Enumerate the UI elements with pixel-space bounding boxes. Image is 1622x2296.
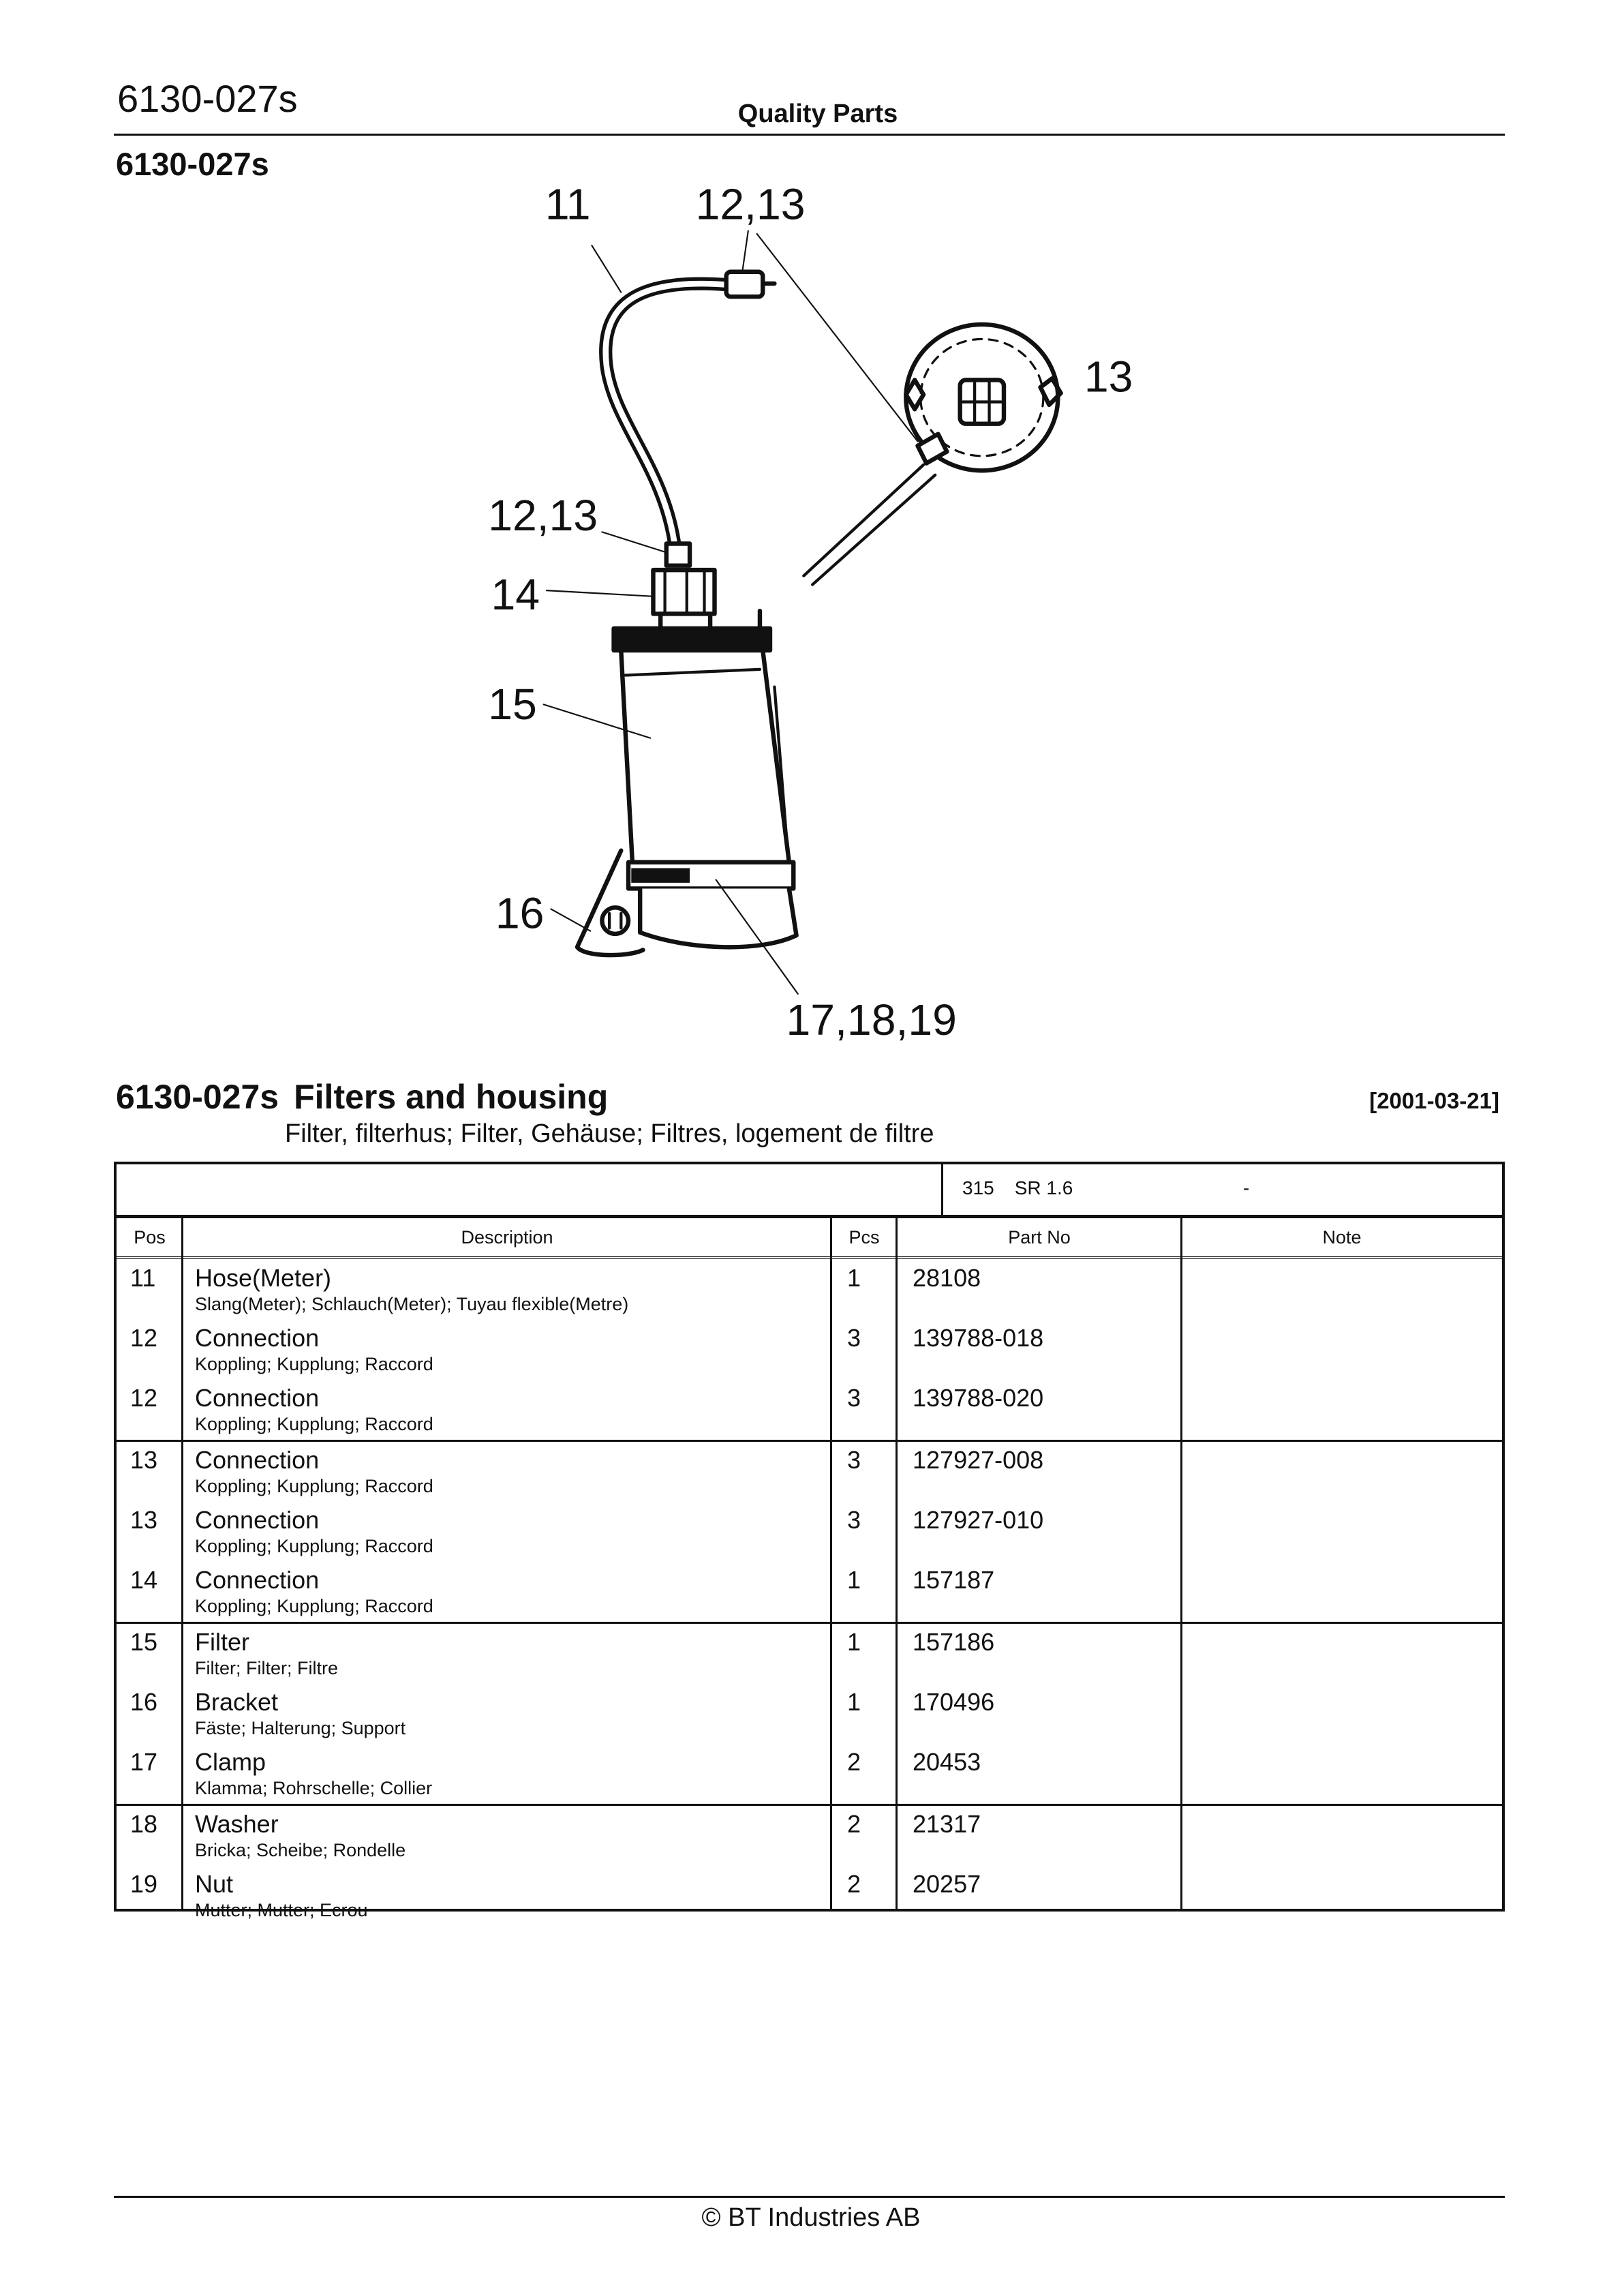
translation-cell: Koppling; Kupplung; Raccord [195,1536,433,1556]
col-description: Description [461,1227,553,1248]
table-row [117,1380,1502,1440]
description-cell: Washer [195,1810,279,1838]
quantity-cell: 3 [847,1446,861,1474]
part-number-cell: 127927-010 [913,1506,1044,1534]
description-cell: Bracket [195,1688,279,1716]
part-number-cell: 157187 [913,1566,995,1594]
quantity-cell: 1 [847,1264,861,1292]
model-cell [941,1164,1508,1215]
quantity-cell: 1 [847,1566,861,1594]
description-cell: Connection [195,1384,320,1412]
position-cell: 12 [130,1324,158,1352]
parts-table [114,1162,1505,1920]
callout-16: 16 [495,888,545,938]
description-cell: Connection [195,1446,320,1474]
table-row [117,1562,1502,1622]
model-range: - [1243,1177,1250,1198]
row-group [117,1442,1502,1624]
callout-13: 13 [1084,352,1133,402]
description-cell: Connection [195,1506,320,1534]
translation-cell: Koppling; Kupplung; Raccord [195,1414,433,1434]
callout-17-18-19: 17,18,19 [786,995,957,1044]
part-number-cell: 139788-020 [913,1384,1044,1412]
translation-cell: Klamma; Rohrschelle; Collier [195,1778,433,1798]
quantity-cell: 3 [847,1506,861,1534]
part-number-cell: 20453 [913,1748,981,1776]
translation-cell: Fäste; Halterung; Support [195,1718,406,1738]
row-group [117,1806,1502,1926]
row-group [117,1260,1502,1442]
callout-12-13-top: 12,13 [695,179,806,229]
callout-14: 14 [491,569,540,619]
table-row [117,1684,1502,1744]
brand-heading: Quality Parts [737,100,898,128]
position-cell: 14 [130,1566,158,1594]
table-row [117,1320,1502,1380]
section-code: 6130-027s [116,1078,279,1116]
quantity-cell: 1 [847,1628,861,1656]
table-row [117,1442,1502,1502]
translation-cell: Koppling; Kupplung; Raccord [195,1354,433,1374]
table-row [117,1260,1502,1320]
callout-12-13-lower: 12,13 [488,491,598,541]
section-name: Filters and housing [294,1078,609,1116]
description-cell: Hose(Meter) [195,1264,332,1292]
column-headers [117,1218,1502,1259]
gauge-drawing [804,324,1060,585]
part-number-cell: 20257 [913,1870,981,1898]
translation-cell: Slang(Meter); Schlauch(Meter); Tuyau flexible(Metre) [195,1294,629,1314]
hose-drawing [606,272,775,548]
position-cell: 11 [130,1264,156,1292]
description-cell: Connection [195,1324,320,1352]
quantity-cell: 1 [847,1688,861,1716]
col-pos: Pos [134,1227,166,1248]
quantity-cell: 2 [847,1870,861,1898]
row-group [117,1624,1502,1806]
quantity-cell: 3 [847,1384,861,1412]
table-row [117,1866,1502,1926]
description-cell: Filter [195,1628,249,1656]
translation-cell: Bricka; Scheibe; Rondelle [195,1840,406,1860]
part-number-cell: 170496 [913,1688,995,1716]
section-title [116,1077,623,1117]
section-subtitle: Filter, filterhus; Filter, Gehäuse; Filtres, logement de filtre [285,1119,934,1148]
position-cell: 17 [130,1748,158,1776]
part-number-cell: 127927-008 [913,1446,1044,1474]
translation-cell: Koppling; Kupplung; Raccord [195,1476,433,1496]
translation-cell: Filter; Filter; Filtre [195,1658,339,1678]
description-cell: Connection [195,1566,320,1594]
position-cell: 16 [130,1688,158,1716]
illustration-code: 6130-027s [116,146,269,182]
position-cell: 13 [130,1506,158,1534]
position-cell: 13 [130,1446,158,1474]
position-cell: 12 [130,1384,158,1412]
translation-cell: Mutter; Mutter; Ecrou [195,1900,368,1920]
part-number-cell: 28108 [913,1264,981,1292]
table-row [117,1624,1502,1684]
table-body [117,1260,1502,1926]
table-row [117,1806,1502,1866]
model-row [117,1164,1502,1218]
model-number: 315 [962,1177,994,1198]
col-part-no: Part No [1008,1227,1071,1248]
table-row [117,1502,1502,1562]
col-pcs: Pcs [848,1227,880,1248]
model-name: SR 1.6 [1014,1177,1073,1198]
translation-cell: Koppling; Kupplung; Raccord [195,1596,433,1616]
part-number-cell: 139788-018 [913,1324,1044,1352]
position-cell: 15 [130,1628,158,1656]
section-date: [2001-03-21] [1369,1088,1499,1113]
part-number-cell: 21317 [913,1810,981,1838]
fitting-drawing [653,544,714,632]
part-number-cell: 157186 [913,1628,995,1656]
footer-rule [114,2196,1505,2198]
callout-11: 11 [545,179,591,229]
callout-15: 15 [488,679,537,729]
position-cell: 18 [130,1810,158,1838]
table-row [117,1744,1502,1804]
col-note: Note [1322,1227,1362,1248]
quantity-cell: 2 [847,1810,861,1838]
position-cell: 19 [130,1870,158,1898]
copyright: © BT Industries AB [701,2203,921,2232]
quantity-cell: 2 [847,1748,861,1776]
quantity-cell: 3 [847,1324,861,1352]
description-cell: Clamp [195,1748,266,1776]
document-code: 6130-027s [117,77,298,120]
description-cell: Nut [195,1870,234,1898]
filter-drawing [614,611,794,888]
